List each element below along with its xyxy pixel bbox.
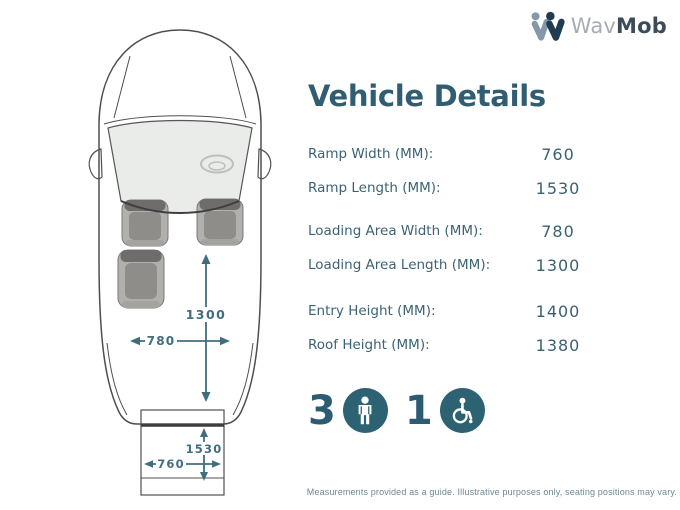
spec-group-heights (308, 294, 590, 362)
capacity-row (308, 388, 590, 433)
front-seat-right (197, 199, 243, 245)
spec-label: Roof Height (MM): (308, 337, 430, 353)
front-seat-left (122, 200, 168, 246)
spec-row-entry-height (308, 294, 590, 328)
spec-label: Ramp Length (MM): (308, 180, 441, 196)
logo (530, 11, 667, 42)
spec-label: Loading Area Length (MM): (308, 257, 491, 273)
spec-value: 1380 (535, 335, 581, 355)
logo-suffix: Mob (616, 14, 667, 38)
spec-group-loading-area (308, 214, 590, 282)
hood-crease-right (230, 56, 246, 118)
seat-count: 3 (308, 387, 336, 434)
ramp-width-value: 760 (157, 457, 185, 471)
logo-wordmark (571, 16, 667, 37)
spec-row-roof-height (308, 328, 590, 362)
wavmob-logo-icon (530, 11, 567, 42)
disclaimer-text: Measurements provided as a guide. Illustrative purposes only, seating positions may vary. (306, 487, 677, 497)
ramp-width-dimension (144, 456, 221, 471)
ramp-length-dimension (185, 428, 223, 481)
spec-value: 760 (541, 144, 575, 164)
page-title: Vehicle Details (308, 79, 546, 113)
logo-prefix: Wav (570, 14, 617, 38)
loading-width-value: 780 (146, 334, 176, 348)
person-icon (354, 396, 376, 426)
spec-value: 1300 (535, 255, 581, 275)
hood-crease-left (114, 56, 130, 118)
details-panel (308, 79, 590, 434)
loading-length-dimension (186, 254, 227, 402)
rear-inner-contour-left (107, 343, 127, 415)
loading-length-value: 1300 (185, 307, 227, 322)
wheelchair-badge (440, 388, 485, 433)
spec-value: 1530 (535, 178, 581, 198)
right-mirror (258, 149, 271, 179)
wheelchair-icon (448, 397, 476, 425)
rear-inner-contour-right (233, 343, 253, 415)
loading-width-dimension (130, 332, 230, 348)
spec-label: Loading Area Width (MM): (308, 223, 483, 239)
left-mirror (89, 149, 102, 179)
spec-row-loading-length (308, 248, 590, 282)
spec-row-loading-width (308, 214, 590, 248)
seat-badge (343, 388, 388, 433)
rear-seat (118, 250, 164, 308)
spec-row-ramp-width (308, 137, 590, 171)
spec-group-ramp (308, 137, 590, 205)
spec-label: Entry Height (MM): (308, 303, 436, 319)
spec-value: 780 (541, 221, 575, 241)
ramp-length-value: 1530 (185, 442, 223, 456)
vehicle-top-view-diagram (84, 18, 294, 498)
spec-value: 1400 (535, 301, 581, 321)
spec-row-ramp-length (308, 171, 590, 205)
wheelchair-count: 1 (404, 387, 433, 434)
spec-label: Ramp Width (MM): (308, 146, 434, 162)
